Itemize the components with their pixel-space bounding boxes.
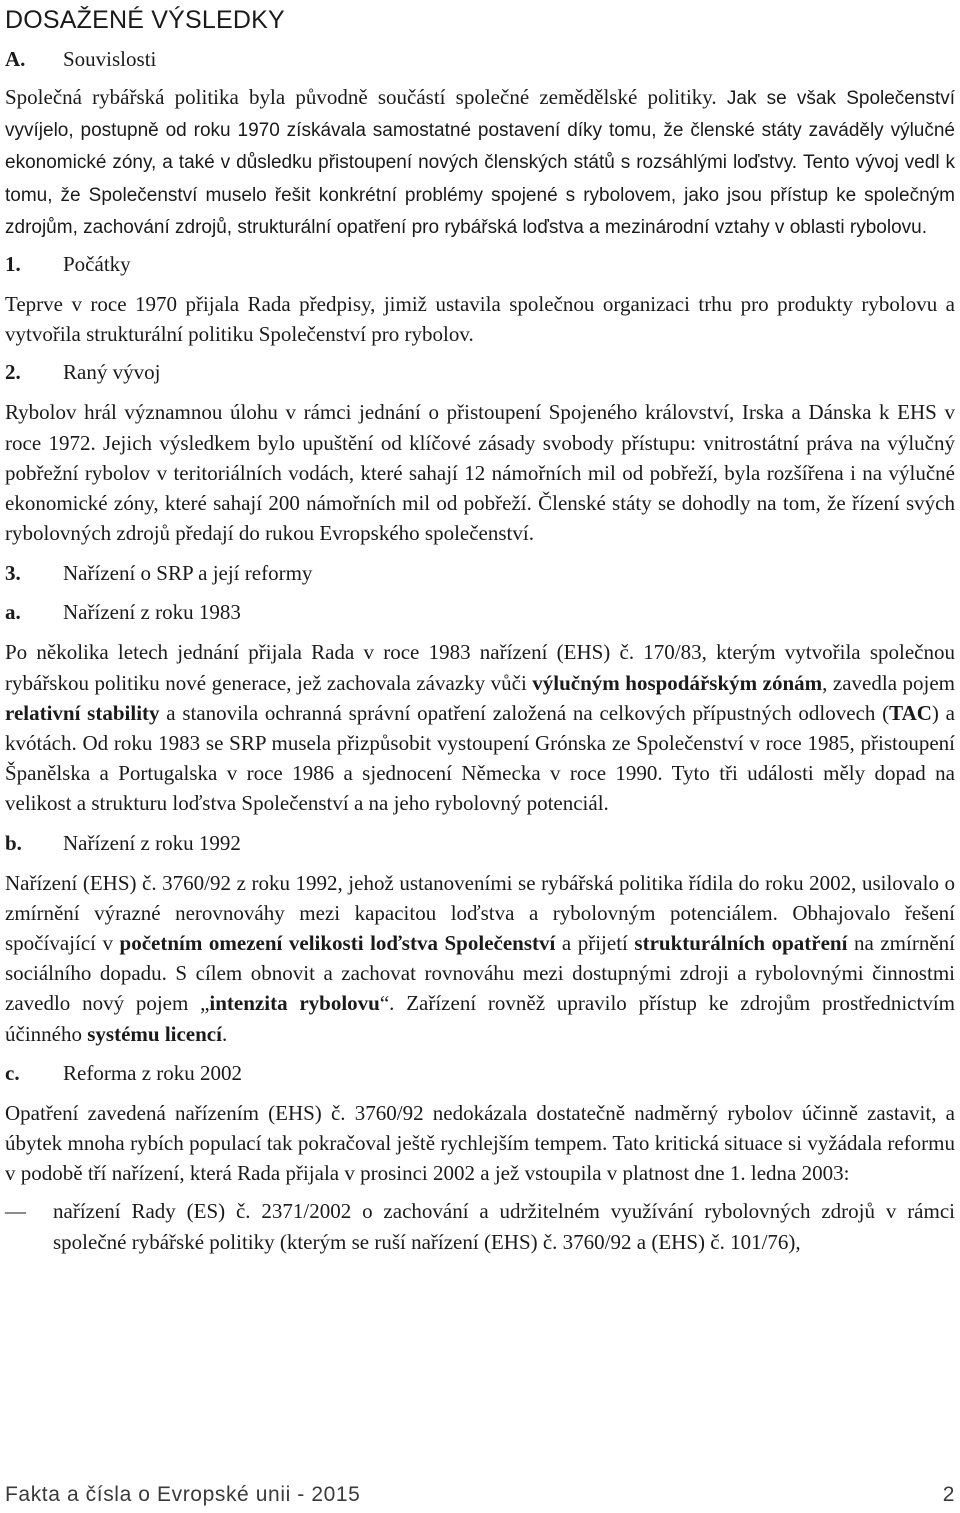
page-number: 2 [942,1483,955,1506]
section-2-paragraph: Rybolov hrál významnou úlohu v rámci jednání o přistoupení Spojeného království, Irska a Dánska k EHS v roce 1972. Jejich výsledkem bylo upuštění od klíčové zásady svobody přístupu: vnitrostátní práva na výlučný pobřežní rybolov v teritoriálních vodách, které sahají 12 námořních mil od pobřeží, byla rozšířena i na výlučné ekonomické zóny, které sahají 200 námořních mil od pobřeží. Členské státy se dohodly na tom, že řízení svých rybolovných zdrojů předají do rukou Evropského společenství. [5,400,955,546]
bold-term: systému licencí [87,1021,222,1046]
bold-term: TAC [889,700,932,725]
section-number: 1. [5,252,21,277]
section-title: Souvislosti [63,47,157,71]
text-run: . [221,1021,228,1046]
section-1-paragraph: Teprve v roce 1970 přijala Rada předpisy, jimiž ustavila společnou organizaci trhu pro produkty rybolovu a vytvořila strukturální politiku Společenství pro rybolov. [5,292,955,347]
bold-term: výlučným hospodářským zónám [532,670,823,695]
subsection-heading-b [5,828,955,858]
section-title: Nařízení o SRP a její reformy [63,561,313,586]
text-run: Po několika letech jednání přijala Rada v roce 1983 nařízení (EHS) č. 170/83, kterým vytvořila společnou rybářskou politiku nové generace, jež zachovala závazky vůči [5,640,955,695]
footer-text: Fakta a čísla o Evropské unii - 2015 [5,1483,361,1506]
intro-sentence-3: Tento vývoj vedl k tomu, že Společenství muselo řešit konkrétní problémy spojené s rybolovem, jako jsou přístup ke společným zdrojům, zachování zdrojů, strukturální opatření pro rybářská loďstva a mezinárodní vztahy v oblasti rybolovu. [5,152,955,238]
bold-term: strukturálních opatření [634,931,848,956]
subsection-b-paragraph [5,868,955,1049]
section-heading-1 [5,249,955,279]
section-number: 3. [5,561,21,586]
subsection-title: Nařízení z roku 1983 [63,600,241,625]
section-title: Raný vývoj [63,360,161,385]
section-title: Počátky [63,252,131,277]
subsection-title: Nařízení z roku 1992 [63,830,241,855]
list-item-text: nařízení Rady (ES) č. 2371/2002 o zachování a udržitelném využívání rybolovných zdrojů v rámci společné rybářské politiky (kterým se ruší nařízení (EHS) č. 3760/92 a (EHS) č. 101/76), [53,1199,955,1254]
text-run: Nařízení (EHS) č. 3760/92 z roku 1992, jehož ustanoveními se rybářská politika řídila do roku 2002, usilovalo o zmírnění výrazné nerovnováhy mezi kapacitou loďstva a rybolovným potenciálem. Obhajovalo řešení spočívající v [5,870,955,956]
subsection-number: b. [5,830,22,855]
page-footer [5,1480,955,1510]
text-run: ) a kvótách. Od roku 1983 se SRP musela přizpůsobit vystoupení Grónska ze Společenství v roce 1985, přistoupení Španělska a Portugalska v roce 1986 a sjednocení Německa v roce 1990. Tyto tři události měly dopad na velikost a strukturu loďstva Společenství a na jeho rybolovný potenciál. [5,700,955,816]
document-page [5,0,955,1257]
text-run: na zmírnění sociálního dopadu. S cílem obnovit a zachovat rovnováhu mezi dostupnými zdroji a rybolovnými činnostmi zavedlo nový pojem „ [5,931,955,1016]
text-run: a stanovila ochranná správní opatření založená na celkových přípustných odlovech ( [159,700,890,725]
dash-bullet: — [5,1199,26,1224]
subsection-a-paragraph [5,637,955,818]
section-heading-a [5,44,955,74]
section-heading-2 [5,357,955,387]
subsection-heading-a [5,597,955,627]
text-run: “. Zařízení rovněž upravilo přístup ke zdrojům prostřednictvím účinného [5,991,955,1046]
subsection-title: Reforma z roku 2002 [63,1060,243,1085]
intro-sentence-2: Jak se však Společenství vyvíjelo, postupně od roku 1970 získávala samostatné postavení díky tomu, že členské státy zaváděly výlučné ekonomické zóny, a také v důsledku přistoupení nových členských států s rozsáhlými loďstvy. [5,88,955,174]
text-run: , zavedla pojem [822,670,955,695]
section-heading-3 [5,558,955,588]
section-number: 2. [5,360,21,385]
intro-sentence-1: Společná rybářská politika byla původně součástí společné zemědělské politiky. [5,85,717,109]
subsection-heading-c [5,1058,955,1088]
text-run: a přijetí [555,931,635,956]
bold-term: intenzita rybolovu [209,991,380,1016]
subsection-number: a. [5,600,21,625]
subsection-c-paragraph: Opatření zavedená nařízením (EHS) č. 3760/92 nedokázala dostatečně nadměrný rybolov účinně zastavit, a úbytek mnoha rybích populací tak pokračoval ještě rychlejším tempem. Tato kritická situace si vyžádala reformu v podobě tří nařízení, která Rada přijala v prosinci 2002 a jež vstoupila v platnost dne 1. ledna 2003: [5,1100,955,1186]
bold-term: početním omezení velikosti loďstva Společenství [119,931,556,956]
bold-term: relativní stability [5,700,160,725]
list-item [5,1196,955,1256]
subsection-number: c. [5,1060,20,1085]
intro-paragraph [5,82,955,243]
section-number: A. [5,47,26,71]
page-title: DOSAŽENÉ VÝSLEDKY [5,6,285,34]
